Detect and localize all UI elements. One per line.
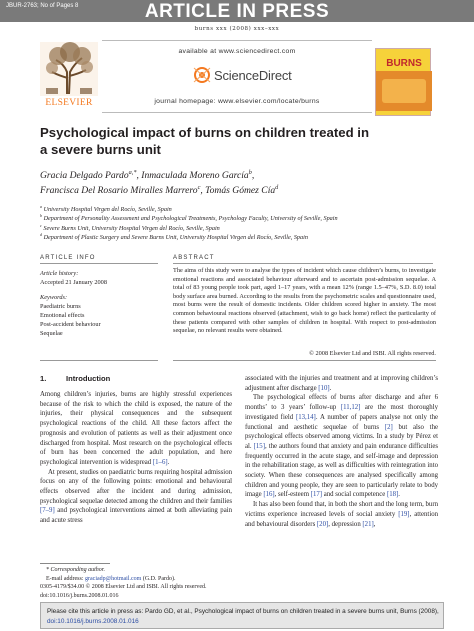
paragraph	[245, 393, 438, 500]
issn-line: 0305-4179/$34.00 © 2008 Elsevier Ltd and ISBI. All rights reserved.	[40, 584, 207, 591]
email-line	[40, 575, 240, 584]
author-mark[interactable]: c	[197, 183, 201, 191]
section-heading-introduction	[40, 374, 110, 383]
paragraph-text: The psychological effects of burns after discharge and after 6 months’ to 3 years’ follow-up	[245, 394, 438, 412]
accepted-date: Accepted 21 January 2008	[40, 279, 107, 286]
citation-link[interactable]: [21]	[362, 520, 374, 528]
citation-link[interactable]: [16]	[263, 491, 275, 499]
keyword-item: Emotional effects	[40, 312, 85, 319]
elsevier-wordmark: ELSEVIER	[45, 98, 93, 108]
author-separator: ,	[200, 185, 206, 196]
affiliation-item	[40, 205, 440, 214]
citation-link[interactable]: [7–9]	[40, 507, 55, 515]
affiliation-mark: b	[40, 213, 43, 219]
author-name: Tomás Gómez Cía	[205, 185, 276, 196]
article-in-press-banner	[0, 0, 474, 22]
affiliation-item	[40, 214, 440, 223]
history-label: Article history:	[40, 270, 79, 277]
affiliation-text: University Hospital Virgen del Rocío, Seville, Spain	[42, 206, 172, 213]
affiliation-item	[40, 224, 440, 233]
keyword-item: Post-accident behaviour	[40, 321, 101, 328]
paragraph-text: , depression	[328, 520, 363, 528]
paragraph-text: It has also been found that, in both the short and the long term, burn victims experience increased levels of social anxiety	[245, 501, 438, 518]
paragraph-text: are the most thoroughly investigated field	[245, 404, 438, 421]
cite-this-article-box	[40, 602, 444, 629]
email-suffix: (G.D. Pardo).	[141, 575, 176, 582]
paragraph-text: At present, studies on paediatric burns requiring hospital admission focus on any of the following points: emotional and behavioural effects observed after the incident and during admission, psychological sequelae detected among the children and their families	[40, 468, 232, 505]
author-mark[interactable]: d	[275, 183, 279, 191]
author-separator: ,	[136, 170, 142, 181]
affiliation-list	[40, 205, 440, 242]
paragraph-text: .	[167, 458, 170, 466]
citation-link[interactable]: [20]	[316, 520, 329, 528]
affiliation-text: Department of Plastic Surgery and Severe Burns Unit, University Hospital Virgen del Rocío, Seville, Spain	[42, 233, 308, 241]
author-line-2	[40, 183, 440, 198]
affiliation-mark: c	[40, 222, 42, 228]
cover-title: BURNS	[386, 58, 422, 69]
sciencedirect-wordmark: ScienceDirect	[214, 68, 292, 83]
cover-image	[382, 79, 426, 103]
paragraph	[245, 374, 438, 393]
paragraph-text: and social competence	[322, 491, 387, 499]
paragraph-text: .	[329, 384, 332, 392]
abstract-heading: ABSTRACT	[173, 255, 433, 264]
paragraph-text: associated with the injuries and treatment and at improving children’s adjustment after discharge	[245, 375, 438, 392]
author-list	[40, 168, 440, 198]
corresponding-author-note: * Corresponding author.	[46, 567, 105, 573]
cite-box-doi-link[interactable]: doi:10.1016/j.burns.2008.01.016	[47, 618, 139, 625]
paragraph-text: Among children’s injuries, burns are highly stressful experiences because of the risk to which the child is exposed, the nature of the injuries, their physical consequences and the subsequent psychological reactions of the child. All these factors affect the prognosis and evolution of patients as well as their adjustment once discharged from hospital. Most research on the psychological effects of burn has been concerned the adult population, and here psychological intervention is widespread	[40, 391, 232, 466]
doi-line: doi:10.1016/j.burns.2008.01.016	[40, 592, 119, 599]
paragraph-text: , self-esteem	[274, 491, 311, 499]
paragraph	[40, 390, 232, 468]
citation-link[interactable]: [10]	[318, 384, 330, 392]
article-info-body	[40, 269, 162, 338]
footnote-divider	[40, 563, 110, 564]
cite-box-citation: Please cite this article in press as: Pardo GD, et al., Psychological impact of burns on children treated in a severe burns unit, Burns (2008),	[47, 608, 439, 615]
journal-masthead	[40, 40, 474, 113]
email-link[interactable]: graciadp@hotmail.com	[85, 575, 142, 582]
banner-title: ARTICLE IN PRESS	[144, 1, 330, 22]
journal-homepage-link[interactable]: journal homepage: www.elsevier.com/locate/burns	[154, 98, 320, 105]
paragraph-text: , attention and behavioural disorders	[245, 510, 439, 528]
body-column-left	[40, 390, 232, 526]
page-count-note: JBUR-2763; No of Pages 8	[6, 3, 79, 9]
article-info-heading: ARTICLE INFO	[40, 255, 158, 264]
paragraph-text: . A number of papers analyse not only the functional and aesthetic sequelae of burns	[245, 413, 438, 431]
elsevier-logo	[40, 42, 98, 108]
paragraph-text: ,	[373, 520, 376, 528]
footnotes	[40, 566, 240, 600]
citation-link[interactable]: [11,12]	[340, 404, 361, 412]
paragraph	[40, 468, 232, 526]
body-column-right	[245, 374, 438, 529]
burns-journal-cover	[375, 48, 431, 116]
paragraph-text: and psychological interventions aimed at both alleviating pain and acute stress	[40, 507, 232, 525]
author-mark[interactable]: a,*	[128, 168, 137, 176]
author-name: Gracia Delgado Pardo	[40, 170, 129, 181]
affiliation-text: Department of Personality Assessment and Psychological Treatments, Psychology Faculty, University of Seville, Spain	[42, 215, 338, 223]
sciencedirect-icon	[192, 64, 212, 86]
keyword-item: Sequelae	[40, 330, 63, 337]
affiliation-mark: d	[40, 231, 43, 237]
journal-citation-line: burns xxx (2008) xxx–xxx	[194, 26, 280, 32]
article-title-line-1: Psychological impact of burns on children treated in	[40, 125, 370, 140]
masthead-center	[102, 40, 372, 113]
affiliation-item	[40, 233, 440, 242]
affiliation-mark: a	[40, 203, 43, 209]
author-name: Inmaculada Moreno García	[141, 170, 249, 181]
author-line-1	[40, 168, 440, 183]
email-label: E-mail address:	[46, 575, 85, 582]
paragraph-text: , the authors found that anxiety and pain endurance difficulties frequently occurred in the acute stage, and self-image and depression in the rehabilitation stage, as well as difficulties with reintegration into society. When these consequences are analysed specifically among children and young people, they are seen to particularly relate to body image	[245, 442, 439, 499]
section-number: 1.	[40, 374, 47, 383]
divider	[40, 360, 158, 361]
citation-link[interactable]: [18]	[386, 491, 399, 499]
available-at-link[interactable]: available at www.sciencedirect.com	[178, 48, 296, 55]
citation-link[interactable]: [13,14]	[295, 413, 316, 421]
citation-link[interactable]: [2]	[384, 423, 393, 431]
abstract-copyright: © 2008 Elsevier Ltd and ISBI. All rights reserved.	[309, 350, 436, 357]
keyword-item: Paediatric burns	[40, 303, 81, 310]
keywords-label: Keywords:	[40, 294, 68, 301]
sciencedirect-logo	[192, 64, 312, 88]
author-name: Francisca Del Rosario Miralles Marrero	[40, 185, 198, 196]
citation-link[interactable]: [17]	[310, 491, 323, 499]
paragraph-text: but also the psychological effects observed among victims. In a study by Pérez et al.	[245, 423, 438, 450]
author-mark[interactable]: b	[248, 168, 252, 176]
citation-link[interactable]: [15]	[253, 442, 265, 450]
section-title: Introduction	[66, 374, 111, 383]
citation-link[interactable]: [1–6]	[152, 458, 168, 466]
elsevier-tree-icon	[40, 42, 98, 96]
abstract-text: The aims of this study were to analyse the types of incident which cause children’s burns, to investigate emotional reactions and associated behaviour afterward and to ascertain post-admission sequelae. A total of 83 young people took part, aged 1–17 years, with a mean 12% (range 1.5–47%, S.D. 8.0) total body surface area burned. According to the results from the psychometric scales and questionnaire used, most burns were the result of domestic incidents. Older children scored higher in anxiety. The most common behavioural reactions observed (attachment, wish to go back home) reflect the particularity of these patients compared with other samples of children in hospital. With respect to post-admission sequelae, no relevant results were obtained.	[173, 267, 436, 335]
paragraph-text: .	[398, 491, 400, 499]
citation-link[interactable]: [19]	[398, 510, 410, 518]
article-title-line-2: a severe burns unit	[40, 142, 161, 157]
author-separator: ,	[251, 170, 255, 181]
affiliation-text: Severe Burns Unit, University Hospital Virgen del Rocío, Seville, Spain	[41, 224, 220, 232]
divider	[173, 360, 436, 361]
paragraph	[245, 500, 438, 529]
cite-box-text	[47, 607, 443, 627]
article-title	[40, 124, 440, 158]
